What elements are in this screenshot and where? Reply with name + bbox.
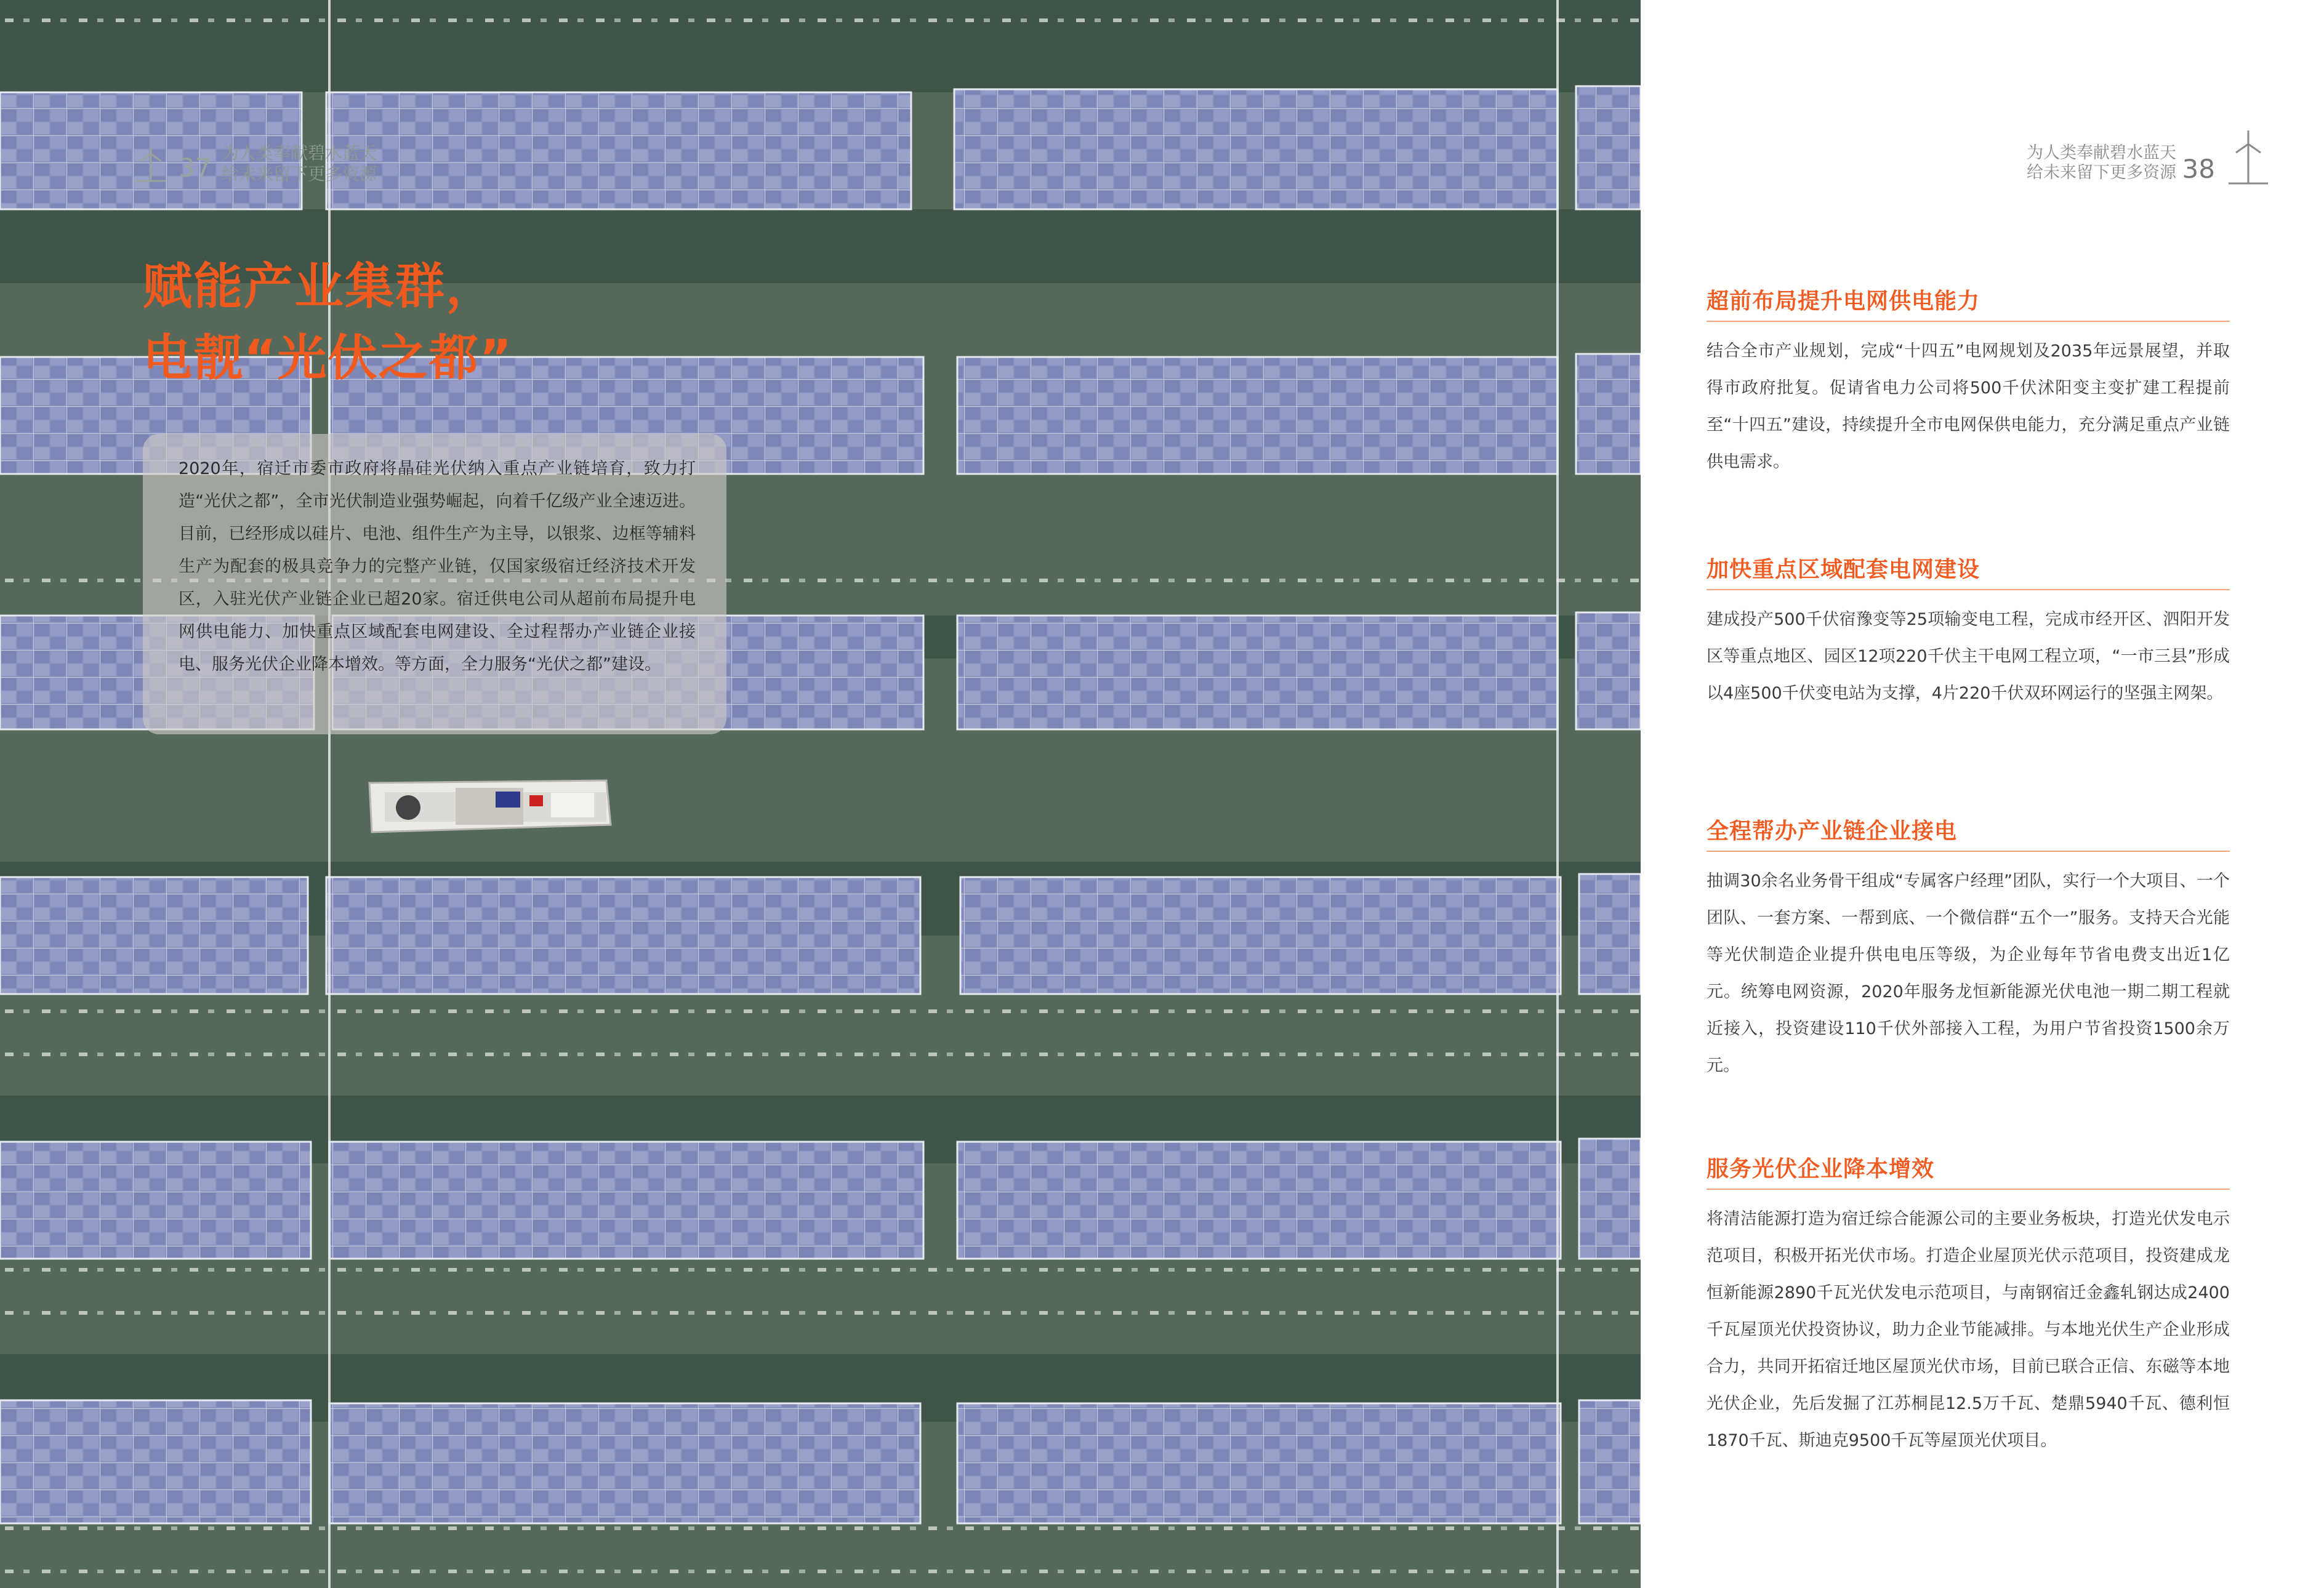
header-slogan-line2: 给未来留下更多资源 — [222, 164, 377, 184]
right-page-header — [1976, 143, 2272, 192]
intro-box — [143, 434, 726, 734]
section-heading: 超前布局提升电网供电能力 — [1707, 287, 2230, 322]
section-title — [143, 251, 697, 394]
section-title-line1: 赋能产业集群， — [143, 258, 496, 315]
page-number: 38 — [2182, 154, 2215, 184]
right-page — [1641, 0, 2324, 1588]
wind-turbine-icon — [129, 143, 172, 186]
section-body: 建成投产500千伏宿豫变等25项输变电工程，完成市经开区、泗阳开发区等重点地区、园区12项220千伏主干电网工程立项，“一市三县”形成以4座500千伏变电站为支撑，4片220千伏双环网运行的坚强主网架。 — [1707, 610, 2230, 703]
section-body: 结合全市产业规划，完成“十四五”电网规划及2035年远景展望，并取得市政府批复。促请省电力公司将500千伏沭阳变主变扩建工程提前至“十四五”建设，持续提升全市电网保供电能力，充分满足重点产业链供电需求。 — [1707, 342, 2230, 471]
boat — [369, 780, 611, 832]
section-grid-capacity — [1707, 287, 2230, 481]
page-number: 37 — [179, 153, 212, 183]
section-heading: 服务光伏企业降本增效 — [1707, 1155, 2230, 1190]
section-connection-service — [1707, 817, 2230, 1085]
section-title-line2: 电靓“光伏之都” — [143, 329, 513, 387]
wind-turbine-icon — [2225, 129, 2272, 191]
section-body: 抽调30余名业务骨干组成“专属客户经理”团队，实行一个大项目、一个团队、一套方案、一帮到底、一个微信群“五个一”服务。支持天合光能等光伏制造企业提升供电电压等级，为企业每年节省电费支出近1亿元。统筹电网资源，2020年服务龙恒新能源光伏电池一期二期工程就近接入，投资建设110千伏外部接入工程，为用户节省投资1500余万元。 — [1707, 872, 2230, 1075]
section-body: 将清洁能源打造为宿迁综合能源公司的主要业务板块，打造光伏发电示范项目，积极开拓光伏市场。打造企业屋顶光伏示范项目，投资建成龙恒新能源2890千瓦光伏发电示范项目，与南钢宿迁金鑫轧钢达成2400千瓦屋顶光伏投资协议，助力企业节能减排。与本地光伏生产企业形成合力，共同开拓宿迁地区屋顶光伏市场，目前已联合正信、东磁等本地光伏企业，先后发掘了江苏桐昆12.5万千瓦、楚鼎5940千瓦、德利恒1870千瓦、斯迪克9500千瓦等屋顶光伏项目。 — [1707, 1209, 2230, 1450]
section-cost-reduction — [1707, 1155, 2230, 1459]
section-heading: 全程帮办产业链企业接电 — [1707, 817, 2230, 852]
left-page-header — [129, 143, 449, 192]
header-slogan-line1: 为人类奉献碧水蓝天 — [222, 143, 377, 163]
section-key-area-grid — [1707, 556, 2230, 712]
section-heading: 加快重点区域配套电网建设 — [1707, 556, 2230, 590]
header-slogan-line1: 为人类奉献碧水蓝天 — [2027, 143, 2176, 162]
header-slogan-line2: 给未来留下更多资源 — [2027, 163, 2176, 182]
intro-paragraph: 2020年，宿迁市委市政府将晶硅光伏纳入重点产业链培育，致力打造“光伏之都”，全市光伏制造业强势崛起，向着千亿级产业全速迈进。目前，已经形成以硅片、电池、组件生产为主导，以银浆、边框等辅料生产为配套的极具竞争力的完整产业链，仅国家级宿迁经济技术开发区，入驻光伏产业链企业已超20家。宿迁供电公司从超前布局提升电网供电能力、加快重点区域配套电网建设、全过程帮办产业链企业接电、服务光伏企业降本增效。等方面，全力服务“光伏之都”建设。 — [179, 459, 696, 674]
